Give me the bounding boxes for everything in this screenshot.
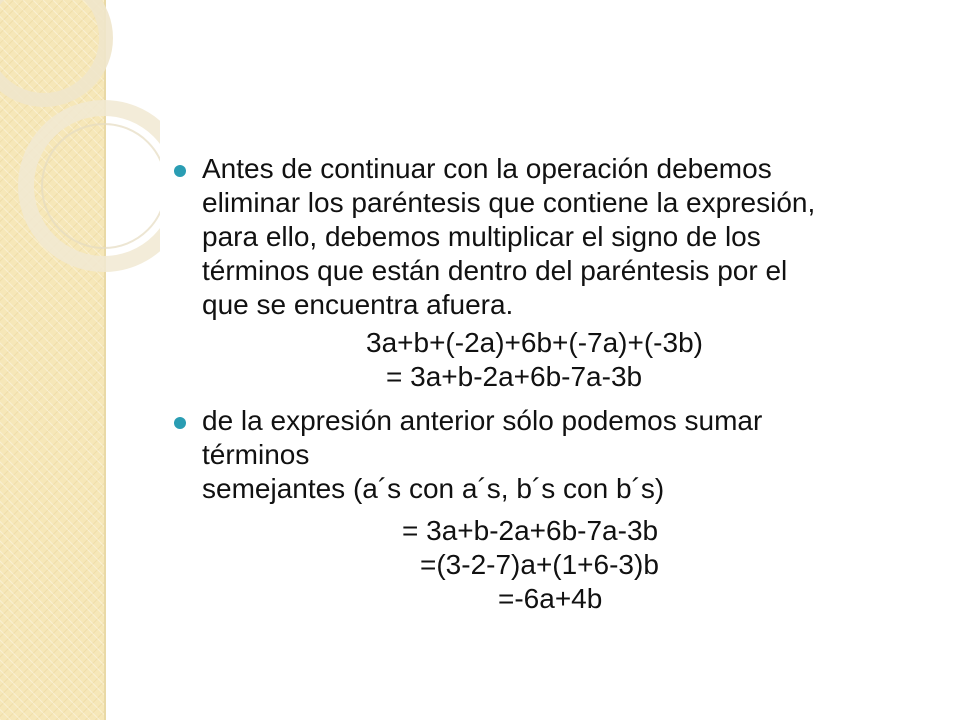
bullet-item-2 (172, 404, 912, 506)
bullet-2-line: términos (202, 439, 310, 470)
equation-block-2 (172, 514, 912, 616)
bullet-1-line: Antes de continuar con la operación debemos (202, 153, 772, 184)
decorative-ring-top (0, 0, 106, 100)
bullet-1-line: para ello, debemos multiplicar el signo de los (202, 221, 761, 252)
equation-line: 3a+b+(-2a)+6b+(-7a)+(-3b) (366, 327, 703, 358)
bullet-2-line: semejantes (a´s con a´s, b´s con b´s) (202, 473, 665, 504)
bullet-dot-icon (174, 417, 186, 429)
bullet-1-line: términos que están dentro del paréntesis por el (202, 255, 788, 286)
bullet-dot-icon (174, 165, 186, 177)
equation-line: =(3-2-7)a+(1+6-3)b (420, 549, 659, 580)
equation-line: =-6a+4b (498, 583, 603, 614)
equation-line: = 3a+b-2a+6b-7a-3b (402, 515, 659, 546)
equation-line: = 3a+b-2a+6b-7a-3b (386, 361, 643, 392)
equation-block-1 (172, 326, 912, 394)
bullet-1-line: que se encuentra afuera. (202, 289, 514, 320)
decorative-ring-inner (42, 124, 160, 248)
decorative-ring-middle (26, 108, 160, 264)
bullet-item-1 (172, 152, 912, 322)
decorative-rings (0, 0, 160, 720)
bullet-2-line: de la expresión anterior sólo podemos sumar (202, 405, 763, 436)
bullet-1-line: eliminar los paréntesis que contiene la expresión, (202, 187, 816, 218)
slide-content (172, 152, 912, 616)
